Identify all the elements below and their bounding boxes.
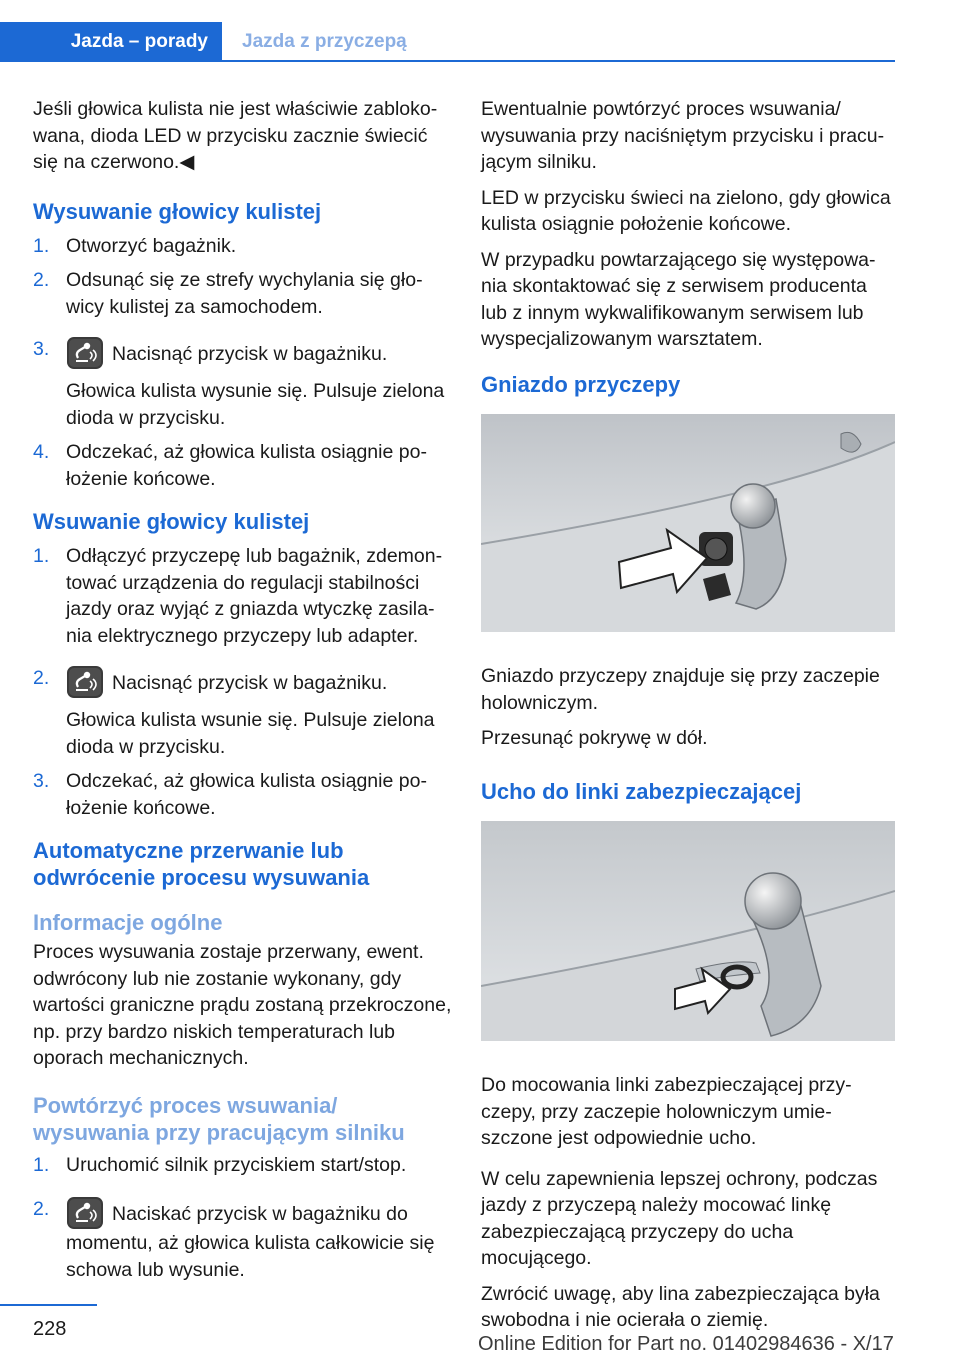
header-bar: [0, 0, 895, 62]
step-text: Uruchomić silnik przyciskiem start/stop.: [66, 1153, 407, 1176]
safety-eye-text-1: Do mocowania linki zabezpieczającej przyczepy, przy zaczepie holowniczym umieszczone jest odpowiednie ucho.: [481, 1074, 852, 1149]
step-number: 2.: [33, 1198, 50, 1220]
general-info-heading: Informacje ogólne: [33, 910, 223, 935]
step-number: 1.: [33, 545, 50, 567]
list-item: [33, 543, 453, 649]
safety-eye-illustration: [481, 821, 895, 1041]
step-note: Głowica kulista wsunie się. Pulsuje zielona dioda w przycisku.: [66, 709, 435, 758]
trailer-socket-illustration: [481, 414, 895, 632]
step-text: Naciskać przycisk w bagażniku do momentu, aż głowica kulista całkowicie się schowa lub wysunie.: [66, 1203, 435, 1281]
socket-heading: Gniazdo przyczepy: [481, 371, 681, 397]
safety-eye-text-2: W celu zapewnienia lepszej ochrony, podczas jazdy z przyczepą należy mocować linkę zabezpieczającą przyczepy do ucha mocującego.: [481, 1167, 878, 1269]
auto-interrupt-heading: Automatyczne przerwanie lub odwrócenie procesu wysuwania: [33, 838, 370, 890]
service-paragraph: W przypadku powtarzającego się występowania skontaktować się z serwisem producenta lub z innym wykwalifikowanym serwisem lub wyspecjalizowanym warsztatem.: [481, 248, 876, 350]
step-number: 3.: [33, 770, 50, 792]
step-note: Głowica kulista wysunie się. Pulsuje zielona dioda w przycisku.: [66, 380, 445, 429]
hitch-button-icon: [66, 336, 104, 370]
step-number: 1.: [33, 234, 50, 257]
step-number: 4.: [33, 441, 50, 463]
list-item: [33, 1152, 453, 1179]
section-label: Jazda – porady: [70, 31, 208, 52]
list-item: [33, 665, 453, 760]
safety-eye-heading: Ucho do linki zabezpieczającej: [481, 778, 802, 804]
step-text: Odłączyć przyczepę lub bagażnik, zdemontować urządzenia do regulacji stabilności jazdy oraz wyjąć z gniazda wtyczkę zasilania elektrycznego przyczepy lub adapter.: [66, 545, 443, 647]
repeat-paragraph: Ewentualnie powtórzyć proces wsuwania/ wysuwania przy naciśniętym przycisku i pracującym silniku.: [481, 98, 885, 173]
list-item: [33, 439, 453, 492]
socket-location-text: Gniazdo przyczepy znajduje się przy zaczepie holowniczym.: [481, 665, 880, 714]
subsection-tab[interactable]: [242, 22, 407, 62]
led-paragraph: LED w przycisku świeci na zielono, gdy głowica kulista osiągnie położenie końcowe.: [481, 186, 891, 235]
extend-heading: Wysuwanie głowicy kulistej: [33, 198, 322, 224]
safety-eye-text-3: Zwrócić uwagę, aby lina zabezpieczająca była swobodna i nie ocierała o ziemię.: [481, 1282, 880, 1331]
step-text: Otworzyć bagażnik.: [66, 234, 237, 257]
edition-label: Online Edition for Part no. 01402984636 - X/17: [478, 1333, 894, 1355]
page-number: 228: [33, 1318, 67, 1340]
subsection-label: Jazda z przyczepą: [242, 31, 407, 52]
repeat-heading: Powtórzyć proces wsuwania/ wysuwania przy pracującym silniku: [33, 1092, 405, 1145]
hitch-button-icon: [66, 1196, 104, 1230]
footer-divider: [0, 1304, 97, 1306]
general-info-paragraph: Proces wysuwania zostaje przerwany, ewent. odwrócony lub nie zostanie wykonany, gdy wartości graniczne prądu zostaną przekroczone, np. przy bardzo niskich temperaturach lub oporach mechanicznych.: [33, 941, 452, 1069]
step-text: Odczekać, aż głowica kulista osiągnie położenie końcowe.: [66, 441, 427, 490]
list-item: [33, 336, 453, 431]
list-item: [33, 1196, 453, 1283]
step-text: Nacisnąć przycisk w bagażniku.: [112, 343, 388, 365]
step-number: 3.: [33, 338, 50, 360]
retract-steps-list: [33, 543, 453, 821]
step-number: 2.: [33, 269, 50, 291]
repeat-steps-list: [33, 1152, 453, 1284]
step-number: 1.: [33, 1153, 50, 1176]
step-text: Odczekać, aż głowica kulista osiągnie położenie końcowe.: [66, 770, 427, 819]
list-item: [33, 267, 453, 320]
step-text: Odsunąć się ze strefy wychylania się głowicy kulistej za samochodem.: [66, 269, 423, 318]
socket-cover-text: Przesunąć pokrywę w dół.: [481, 727, 708, 749]
left-column: [33, 96, 453, 1291]
step-text: Nacisnąć przycisk w bagażniku.: [112, 672, 388, 694]
hitch-button-icon: [66, 665, 104, 699]
retract-heading: Wsuwanie głowicy kulistej: [33, 509, 310, 534]
extend-steps-list: [33, 233, 453, 493]
right-column: [481, 96, 895, 1343]
header-divider: [222, 60, 895, 62]
list-item: [33, 768, 453, 821]
section-tab[interactable]: [0, 22, 222, 62]
intro-paragraph: Jeśli głowica kulista nie jest właściwie zablokowana, dioda LED w przycisku zacznie świecić się na czerwono.◀: [33, 98, 438, 173]
step-number: 2.: [33, 667, 50, 689]
list-item: [33, 233, 453, 260]
